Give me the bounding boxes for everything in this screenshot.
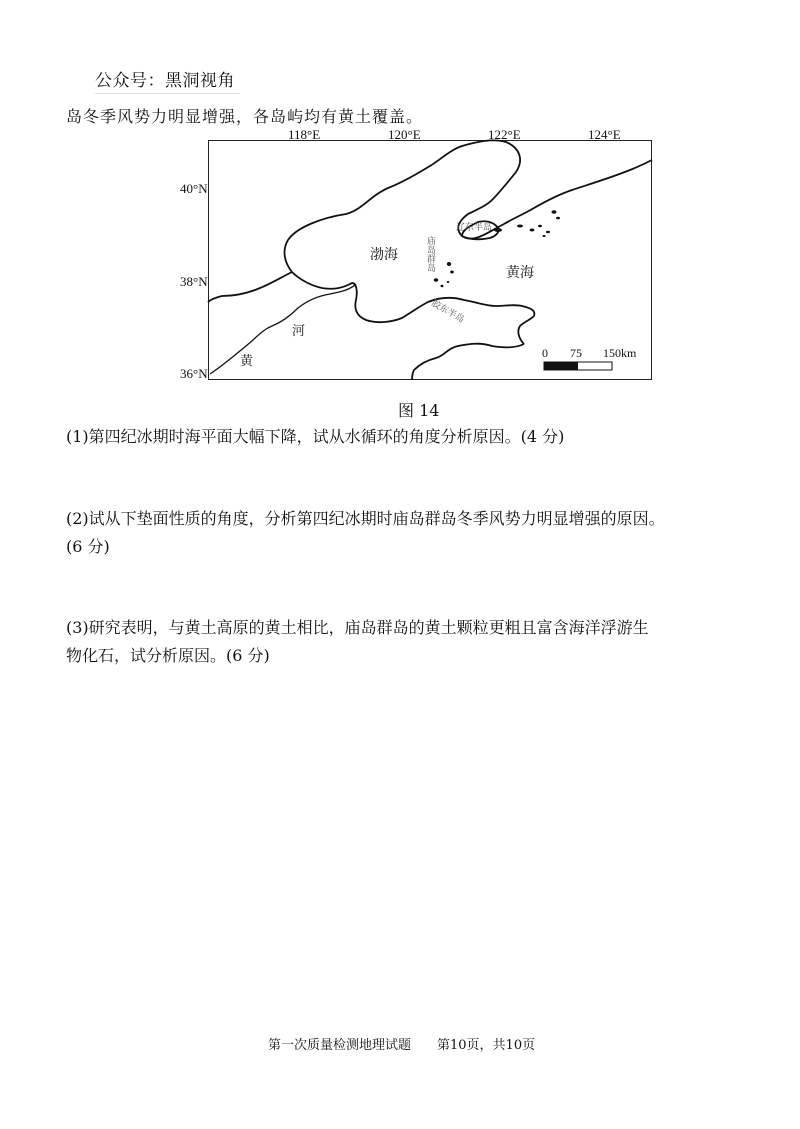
- shandong-south-coast: [412, 344, 524, 380]
- scale-end: 150km: [603, 346, 637, 360]
- figure-caption: 图 14: [398, 401, 440, 420]
- miaodao-label: 庙岛群岛: [425, 236, 435, 272]
- lon-label-122: 122°E: [488, 127, 521, 142]
- page-footer: [268, 1034, 561, 1053]
- bohai-north-coast: [285, 140, 652, 272]
- lat-label-38: 38°N: [180, 274, 208, 289]
- lat-label-40: 40°N: [180, 181, 208, 196]
- yellow-river: [210, 284, 356, 374]
- jiaodong-label: 胶东半岛: [429, 298, 466, 326]
- river-label-huang: 黄: [240, 354, 254, 369]
- question-3-cont: 物化石，试分析原因。(6 分): [66, 646, 270, 665]
- coastline-map: [0, 0, 800, 420]
- footer-page: 第10页，共10页: [437, 1038, 536, 1053]
- question-1: (1)第四纪冰期时海平面大幅下降，试从水循环的角度分析原因。(4 分): [66, 427, 565, 446]
- lat-label-36: 36°N: [180, 366, 208, 381]
- question-2: (2)试从下垫面性质的角度，分析第四纪冰期时庙岛群岛冬季风势力明显增强的原因。: [66, 509, 665, 528]
- intro-text: 岛冬季风势力明显增强，各岛屿均有黄土覆盖。: [66, 107, 424, 126]
- scale-zero: 0: [542, 346, 548, 360]
- west-coast: [208, 272, 292, 302]
- question-2-points: (6 分): [66, 537, 110, 556]
- lon-label-124: 124°E: [588, 127, 621, 142]
- islands: [434, 210, 560, 287]
- watermark-text: 公众号：黑洞视角: [95, 71, 235, 91]
- scale-mid: 75: [570, 346, 582, 360]
- liaodong-label: 辽东半岛: [456, 223, 493, 233]
- footer-title: 第一次质量检测地理试题: [268, 1038, 412, 1053]
- scale-bar: [544, 362, 612, 370]
- bohai-west-coast: [292, 272, 534, 344]
- question-3: (3)研究表明，与黄土高原的黄土相比，庙岛群岛的黄土颗粒更粗且富含海洋浮游生: [66, 618, 649, 637]
- huanghai-label: 黄海: [506, 265, 534, 281]
- bohai-label: 渤海: [370, 247, 398, 263]
- river-label-he: 河: [292, 324, 306, 339]
- lon-label-120: 120°E: [388, 127, 421, 142]
- lon-label-118: 118°E: [288, 127, 321, 142]
